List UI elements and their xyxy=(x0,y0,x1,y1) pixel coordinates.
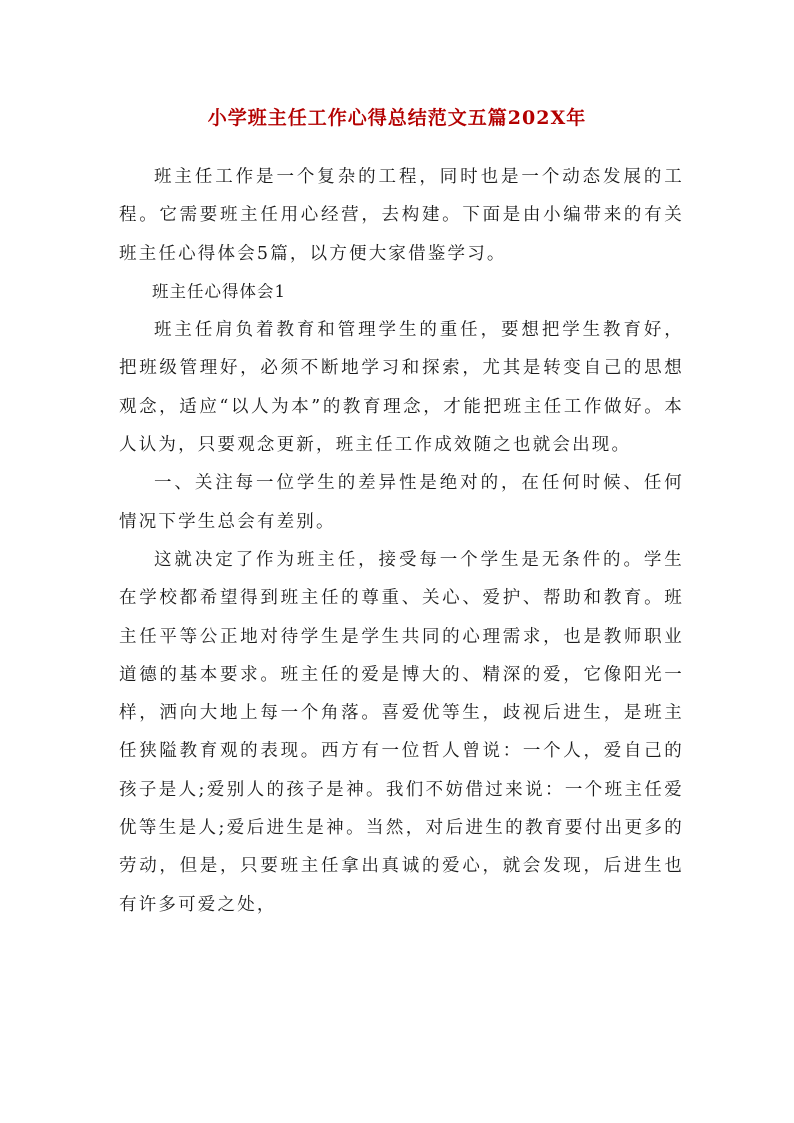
point-one-paragraph: 一、关注每一位学生的差异性是绝对的，在任何时候、任何情况下学生总会有差别。 xyxy=(119,473,684,532)
body-paragraph: 这就决定了作为班主任，接受每一个学生是无条件的。学生在学校都希望得到班主任的尊重、关心、爱护、帮助和教育。班主任平等公正地对待学生是学生共同的心理需求，也是教师职业道德的基本要求。班主任的爱是博大的、精深的爱，它像阳光一样，洒向大地上每一个角落。喜爱优等生，歧视后进生，是班主任狭隘教育观的表现。西方有一位哲人曾说：一个人，爱自己的孩子是人;爱别人的孩子是神。我们不妨借过来说：一个班主任爱优等生是人;爱后进生是神。当然，对后进生的教育要付出更多的劳动，但是，只要班主任拿出真诚的爱心，就会发现，后进生也有许多可爱之处， xyxy=(119,549,684,915)
document-title: 小学班主任工作心得总结范文五篇202X年 xyxy=(207,107,587,129)
body-paragraph: 班主任肩负着教育和管理学生的重任，要想把学生教育好，把班级管理好，必须不断地学习和探索，尤其是转变自己的思想观念，适应“以人为本”的教育理念，才能把班主任工作做好。本人认为，只要观念更新，班主任工作成效随之也就会出现。 xyxy=(119,320,684,456)
intro-paragraph: 班主任工作是一个复杂的工程，同时也是一个动态发展的工程。它需要班主任用心经营，去构建。下面是由小编带来的有关班主任心得体会5篇，以方便大家借鉴学习。 xyxy=(119,167,684,264)
section-heading: 班主任心得体会1 xyxy=(152,281,286,301)
document-body xyxy=(119,158,684,924)
